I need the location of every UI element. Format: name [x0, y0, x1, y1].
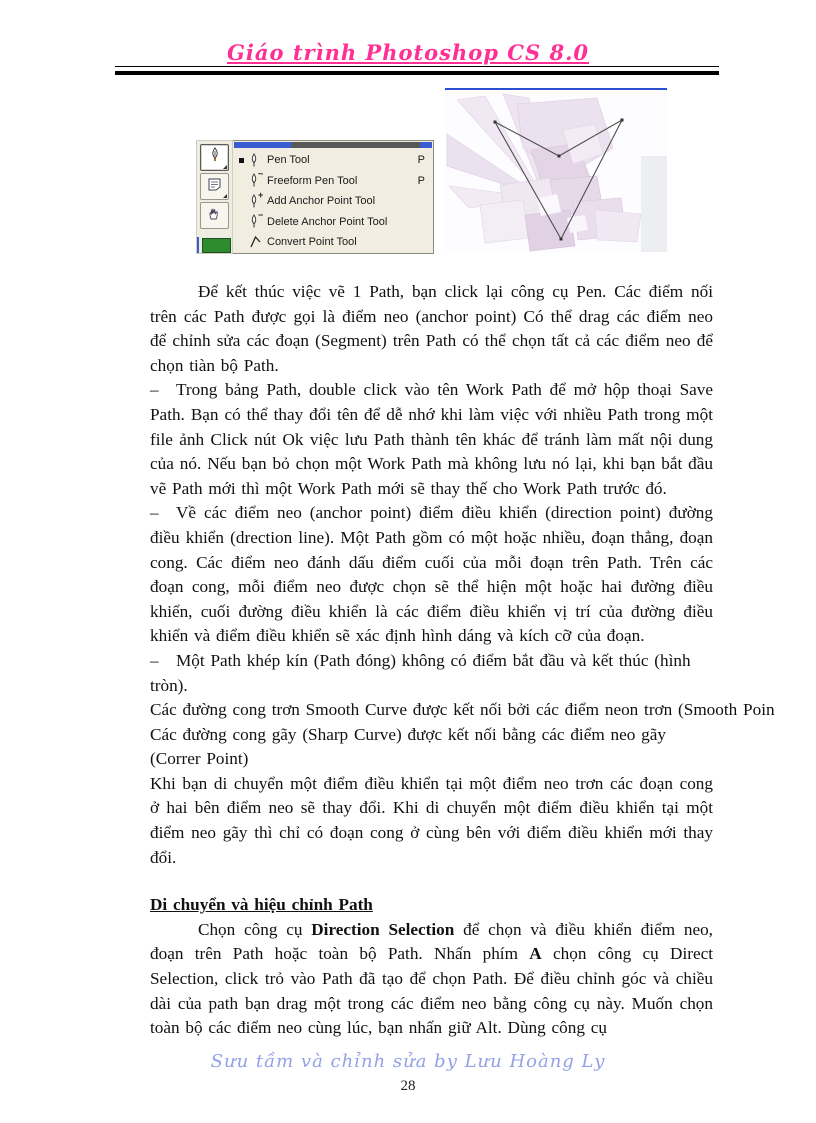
bullet-closed-path: [150, 649, 775, 772]
flyout-corner-icon: [223, 194, 227, 198]
menu-item-label: Freeform Pen Tool: [267, 174, 358, 187]
flyout-corner-icon: [223, 165, 227, 169]
add-anchor-pen-icon: +: [249, 194, 267, 209]
window-edge-line: [197, 237, 199, 253]
foreground-color-swatch: [202, 238, 231, 253]
bullet-dash: –: [150, 503, 159, 523]
footer-credit: Sưu tầm và chỉnh sửa by Lưu Hoàng Ly: [210, 1051, 606, 1072]
body-text: [150, 280, 775, 1041]
menu-item-freeform-pen-tool: [233, 171, 433, 192]
notes-icon: [207, 177, 222, 197]
menu-item-label: Add Anchor Point Tool: [267, 195, 376, 208]
pen-tool-menu-screenshot: [196, 140, 434, 254]
menu-item-pen-tool: [233, 150, 433, 171]
paragraph-move-control-point: Khi bạn di chuyển một điểm điều khiển tại một điểm neo trơn các đoạn cong ở hai bên điểm neo sẽ thay đổi. Khi di chuyển một điểm điều khiển tại một điểm neo gãy thì chỉ có đoạn cong ở cùng bên với điểm điều khiển mới thay đổi.: [150, 773, 713, 867]
closed-path-line1: – Một Path khép kín (Path đóng) không có điểm bắt đầu và kết thúc (hình tròn).: [150, 650, 691, 695]
menu-item-shortcut: P: [417, 174, 425, 187]
delete-anchor-pen-icon: −: [249, 214, 267, 229]
bullet-anchor-points: – Về các điểm neo (anchor point) điểm điều khiển (direction point) đường điều khiển (drection line). Một Path gồm có một hoặc nhiều, đoạn thẳng, đoạn cong. Các điểm neo đánh dấu điểm cuối của mỗi đoạn trên Path. Trên các đoạn cong, mỗi điểm neo được chọn sẽ thể hiện một hoặc hai đường điều khiển, cuối đường điều khiển là các điểm điều khiển vị trí của đường điều khiển và điểm điều khiển sẽ xác định hình dáng và kích cỡ của đoạn.: [150, 503, 713, 646]
toolbox-strip: [196, 140, 233, 254]
active-tool-marker: [239, 158, 249, 163]
closed-path-line3: Các đường cong gãy (Sharp Curve) được kết nối bằng các điểm neo gãy: [150, 724, 666, 744]
path-example-image: [445, 88, 667, 253]
menu-item-shortcut: P: [417, 154, 425, 167]
menu-item-add-anchor-point-tool: [233, 191, 433, 212]
pen-tools-flyout: [233, 140, 434, 254]
hand-tool-button: [200, 202, 229, 229]
menu-item-label: Pen Tool: [267, 154, 310, 167]
closed-path-line4: (Correr Point): [150, 749, 249, 769]
closed-path-line2: Các đường cong trơn Smooth Curve được kết nối bởi các điểm neon trơn (Smooth Poin: [150, 700, 775, 720]
notes-tool-button: [200, 173, 229, 200]
bullet-dash: –: [150, 380, 159, 400]
menu-item-label: Delete Anchor Point Tool: [267, 215, 388, 228]
section-heading-move-edit-path: Di chuyển và hiệu chỉnh Path: [150, 895, 373, 915]
header-rule: [115, 66, 719, 75]
bullet-save-path: – Trong bảng Path, double click vào tên Work Path để mở hộp thoại Save Path. Bạn có thể thay đổi tên để dễ nhớ khi làm việc với nhiều Path trong một file ảnh Click nút Ok việc lưu Path thành tên khác để tránh làm mất nội dung của nó. Nếu bạn bỏ chọn một Work Path mà không lưu nó lại, khi bạn bắt đầu vẽ Path mới thì một Work Path mới sẽ thay thế cho Work Path trước đó.: [150, 380, 713, 498]
pen-icon: [249, 153, 267, 168]
convert-point-icon: [249, 235, 267, 249]
page-title: Giáo trình Photoshop CS 8.0: [226, 40, 589, 65]
pen-tool-button: [200, 144, 229, 171]
menu-item-label: Convert Point Tool: [267, 236, 357, 249]
flyout-drag-bar: [234, 142, 432, 148]
direction-selection-term: Direction Selection: [311, 919, 455, 939]
paragraph-finish-path: Để kết thúc việc vẽ 1 Path, bạn click lại công cụ Pen. Các điểm nối trên các Path được gọi là điểm neo (anchor point) Có thể drag các điểm neo để chỉnh sửa các đoạn (Segment) trên Path có thể chọn tất cả các điểm neo để chọn tiàn bộ Path.: [150, 282, 713, 375]
bullet-dash: –: [150, 650, 159, 670]
pen-icon: [209, 147, 221, 168]
shortcut-key-a: A: [529, 944, 542, 964]
menu-item-convert-point-tool: [233, 232, 433, 253]
paragraph-direction-selection: Chọn công cụ Direction Selection để chọn và điều khiển điểm neo, đoạn trên Path hoặc toàn bộ Path. Nhấn phím A chọn công cụ Direct Selection, click trỏ vào Path đã tạo để chọn Path. Để điều chỉnh góc và chiều dài của path bạn drag một trong các điểm neo bằng công cụ này. Muốn chọn toàn bộ các điểm neo cùng lúc, bạn nhấn giữ Alt. Dùng công cụ: [150, 919, 713, 1038]
crystal-photo: [445, 90, 667, 252]
freeform-pen-icon: ~: [249, 173, 267, 188]
menu-item-delete-anchor-point-tool: [233, 212, 433, 233]
page-number: 28: [400, 1078, 416, 1094]
hand-icon: [207, 206, 222, 226]
